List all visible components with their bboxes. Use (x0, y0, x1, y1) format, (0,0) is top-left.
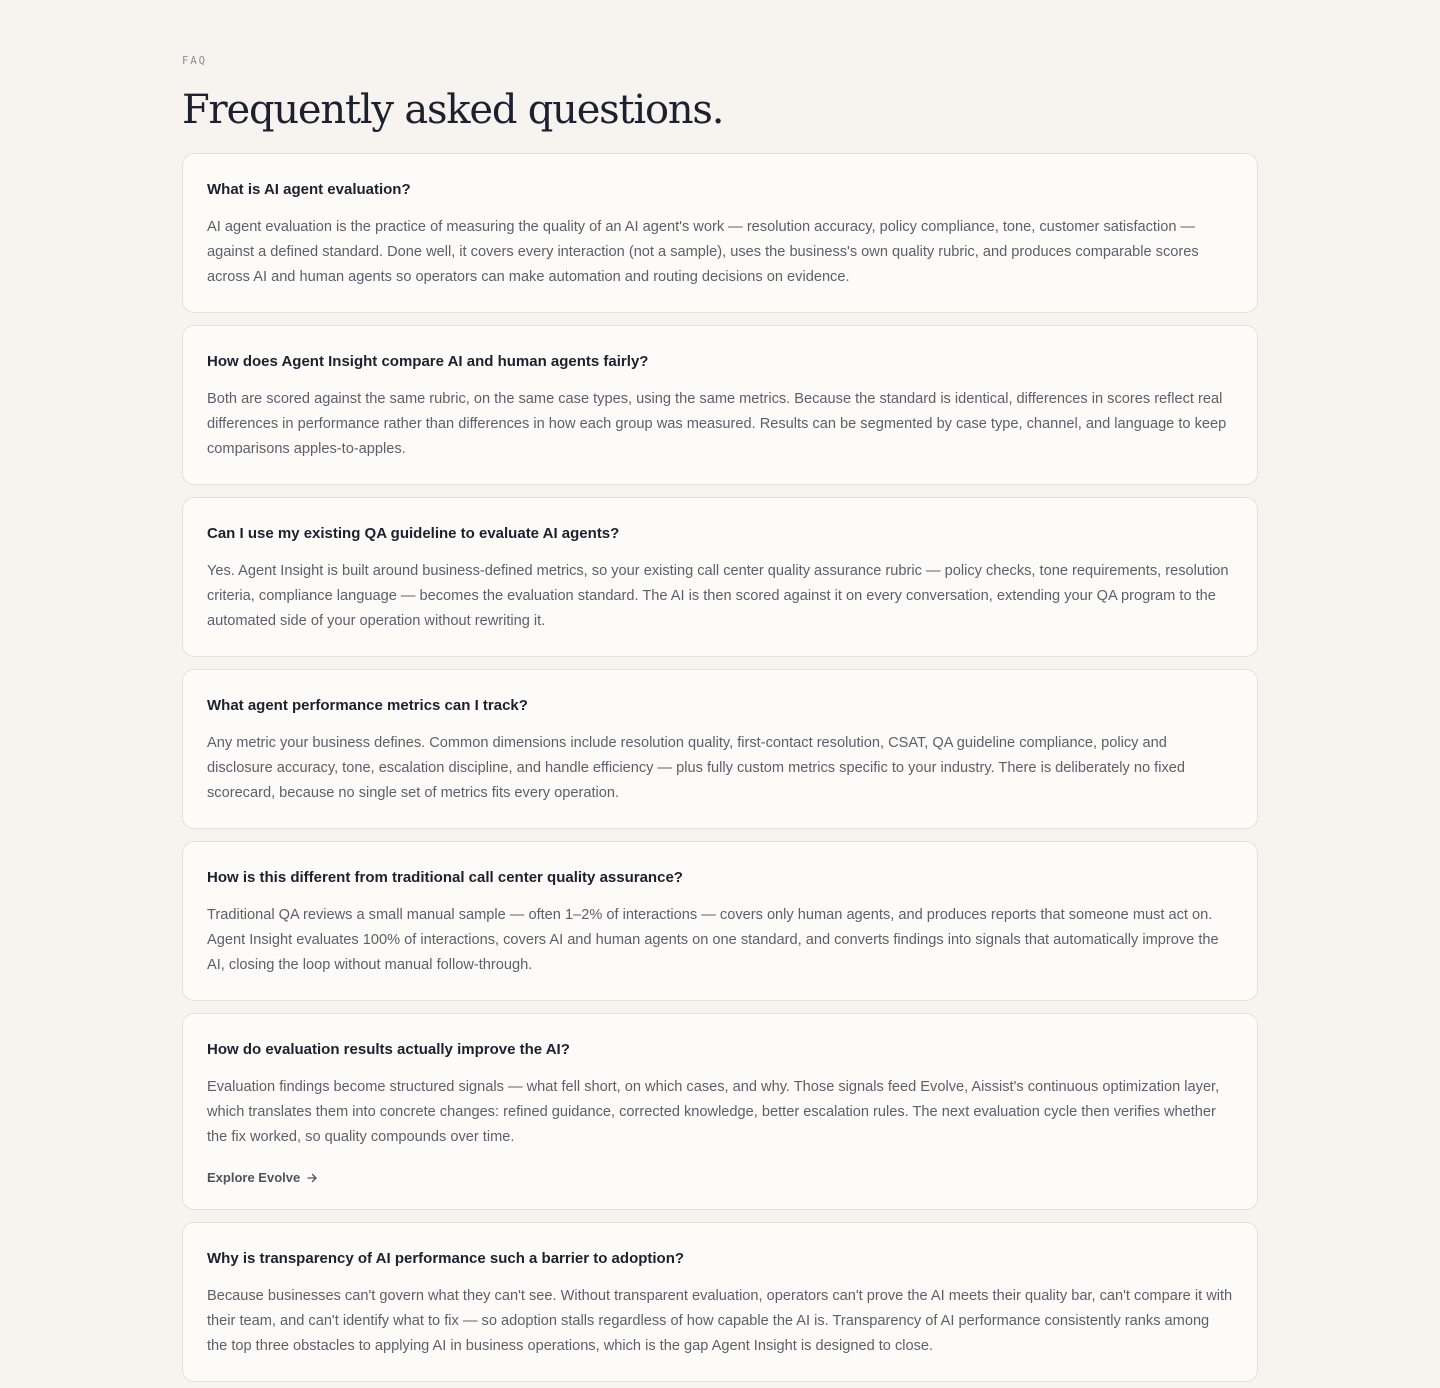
faq-answer: Yes. Agent Insight is built around business-defined metrics, so your existing call center quality assurance rubric — policy checks, tone requirements, resolution criteria, compliance language — becomes the evaluation standard. The AI is then scored against it on every conversation, extending your QA program to the automated side of your operation without rewriting it. (207, 563, 1229, 629)
faq-question: How is this different from traditional call center quality assurance? (207, 869, 683, 886)
faq-answer: Because businesses can't govern what they can't see. Without transparent evaluation, operators can't prove the AI meets their quality bar, can't compare it with their team, and can't identify what to fix — so adoption stalls regardless of how capable the AI is. Transparency of AI performance consistently ranks among the top three obstacles to applying AI in business operations, which is the gap Agent Insight is designed to close. (207, 1288, 1233, 1354)
faq-item-compare-fairly (182, 325, 1258, 485)
faq-answer: AI agent evaluation is the practice of measuring the quality of an AI agent's work — resolution accuracy, policy compliance, tone, customer satisfaction — against a defined standard. Done well, it covers every interaction (not a sample), uses the business's own quality rubric, and produces comparable scores across AI and human agents so operators can make automation and routing decisions on evidence. (207, 219, 1199, 285)
faq-answer: Any metric your business defines. Common dimensions include resolution quality, first-contact resolution, CSAT, QA guideline compliance, policy and disclosure accuracy, tone, escalation discipline, and handle efficiency — plus fully custom metrics specific to your industry. There is deliberately no fixed scorecard, because no single set of metrics fits every operation. (207, 735, 1185, 801)
faq-question: How does Agent Insight compare AI and human agents fairly? (207, 353, 649, 370)
faq-question: What is AI agent evaluation? (207, 181, 411, 198)
arrow-right-icon (306, 1172, 318, 1184)
faq-item-existing-qa-guideline (182, 497, 1258, 657)
explore-evolve-label: Explore Evolve (207, 1170, 301, 1186)
faq-answer: Traditional QA reviews a small manual sample — often 1–2% of interactions — covers only human agents, and produces reports that someone must act on. Agent Insight evaluates 100% of interactions, covers AI and human agents on one standard, and converts findings into signals that automatically improve the AI, closing the loop without manual follow-through. (207, 907, 1219, 973)
faq-item-ai-agent-evaluation (182, 153, 1258, 313)
faq-item-improve-ai (182, 1013, 1258, 1210)
faq-list (182, 153, 1258, 1382)
faq-item-traditional-qa (182, 841, 1258, 1001)
faq-question: How do evaluation results actually improve the AI? (207, 1041, 570, 1058)
faq-question: Can I use my existing QA guideline to evaluate AI agents? (207, 525, 620, 542)
faq-answer: Both are scored against the same rubric, on the same case types, using the same metrics. Because the standard is identical, differences in scores reflect real differences in performance rather than differences in how each group was measured. Results can be segmented by case type, channel, and language to keep comparisons apples-to-apples. (207, 391, 1227, 457)
faq-section (182, 0, 1258, 1382)
faq-item-performance-metrics (182, 669, 1258, 829)
faq-question: What agent performance metrics can I track? (207, 697, 528, 714)
section-title: Frequently asked questions. (182, 87, 724, 133)
faq-answer: Evaluation findings become structured signals — what fell short, on which cases, and why. Those signals feed Evolve, Aissist's continuous optimization layer, which translates them into concrete changes: refined guidance, corrected knowledge, better escalation rules. The next evaluation cycle then verifies whether the fix worked, so quality compounds over time. (207, 1079, 1220, 1145)
explore-evolve-link[interactable] (207, 1170, 318, 1185)
section-eyebrow: FAQ (182, 55, 207, 67)
faq-question: Why is transparency of AI performance such a barrier to adoption? (207, 1250, 685, 1267)
faq-item-transparency (182, 1222, 1258, 1382)
